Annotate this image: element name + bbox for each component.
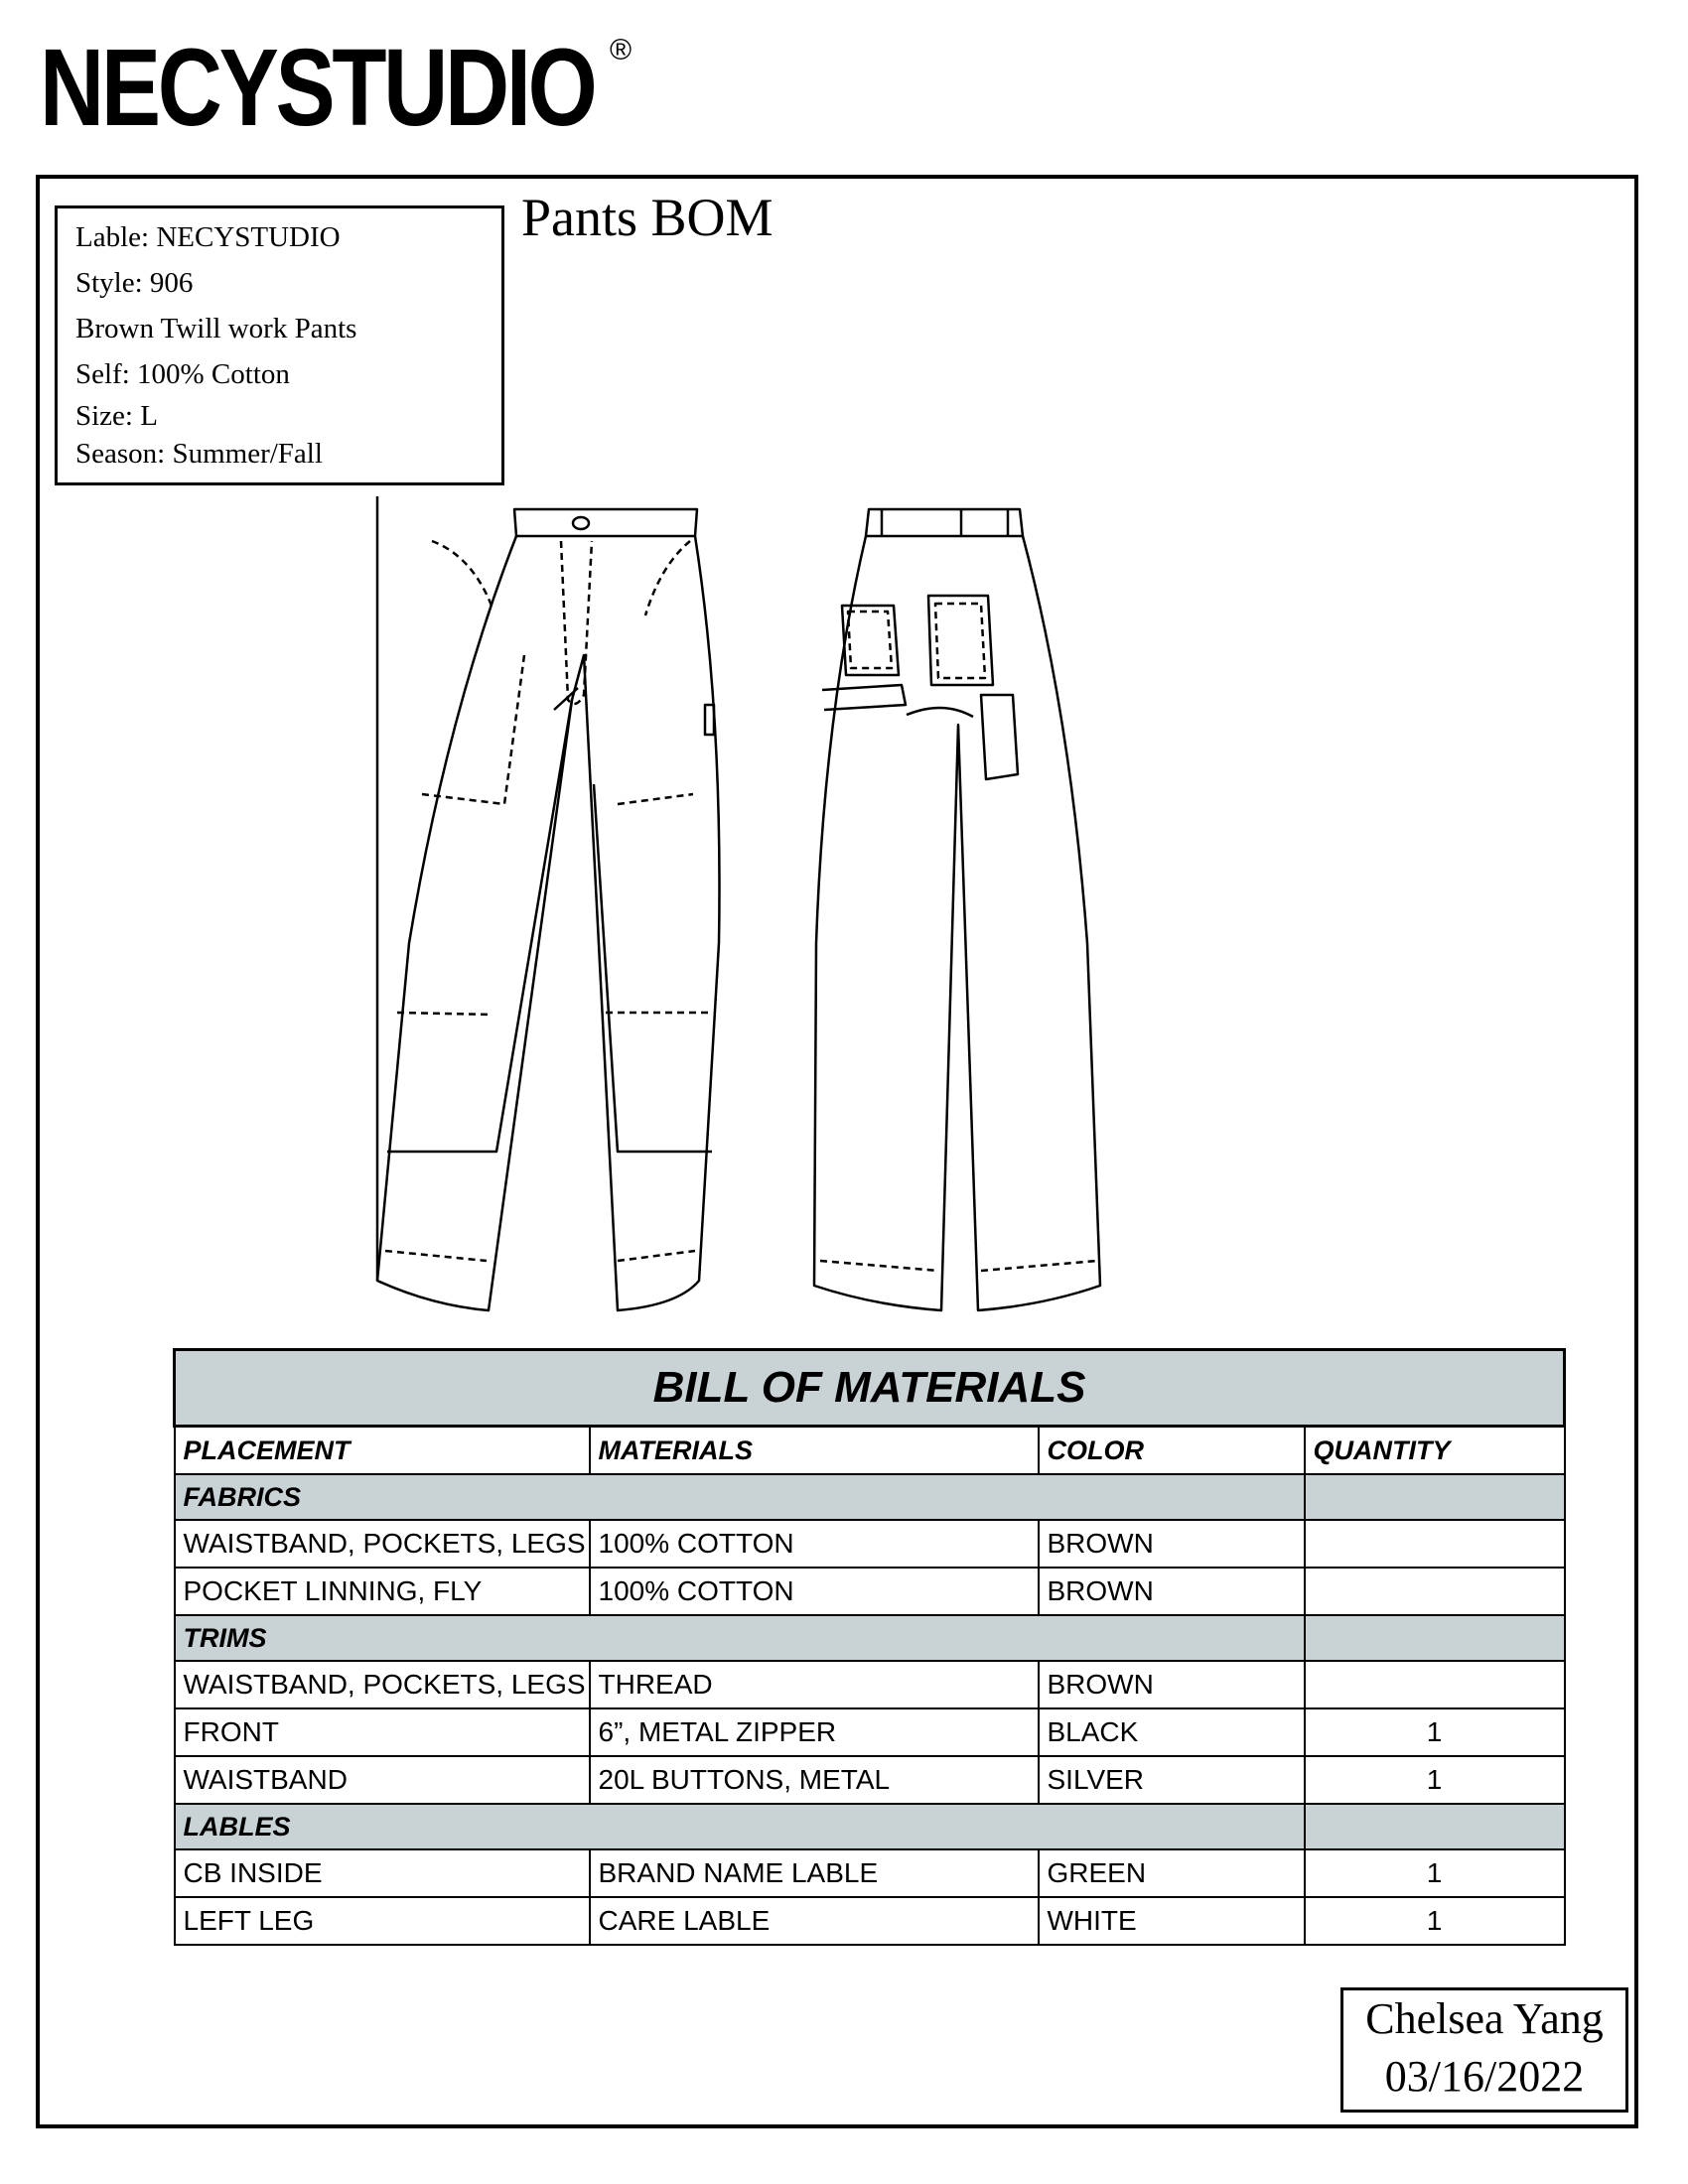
header-color: COLOR: [1039, 1427, 1305, 1475]
placement-cell: POCKET LINNING, FLY: [175, 1568, 590, 1615]
quantity-cell: [1305, 1568, 1565, 1615]
back-view-pants-drawing: [814, 509, 1100, 1310]
header-quantity: QUANTITY: [1305, 1427, 1565, 1475]
color-cell: SILVER: [1039, 1756, 1305, 1804]
table-row: [175, 1756, 1565, 1804]
color-cell: GREEN: [1039, 1849, 1305, 1897]
bom-title-row: [175, 1350, 1565, 1427]
table-row: [175, 1849, 1565, 1897]
table-row: [175, 1708, 1565, 1756]
spec-label: Lable: NECYSTUDIO: [75, 221, 341, 253]
spec-season: Season: Summer/Fall: [75, 438, 323, 470]
spec-info-box: [55, 205, 504, 485]
placement-cell: LEFT LEG: [175, 1897, 590, 1945]
placement-cell: CB INSIDE: [175, 1849, 590, 1897]
section-row-trims: [175, 1615, 1565, 1661]
bom-title: BILL OF MATERIALS: [175, 1350, 1565, 1427]
designer-name: Chelsea Yang: [1365, 1994, 1604, 2043]
spec-size: Size: L: [75, 400, 158, 432]
material-cell: CARE LABLE: [590, 1897, 1039, 1945]
color-cell: BROWN: [1039, 1520, 1305, 1568]
quantity-cell: 1: [1305, 1897, 1565, 1945]
placement-cell: WAISTBAND: [175, 1756, 590, 1804]
spec-self: Self: 100% Cotton: [75, 358, 290, 390]
registered-mark: ®: [610, 34, 633, 67]
material-cell: 100% COTTON: [590, 1568, 1039, 1615]
table-row: [175, 1520, 1565, 1568]
signature-box: [1340, 1987, 1628, 2113]
table-row: [175, 1661, 1565, 1708]
section-label: LABLES: [175, 1804, 1305, 1849]
section-row-fabrics: [175, 1474, 1565, 1520]
quantity-cell: 1: [1305, 1708, 1565, 1756]
material-cell: BRAND NAME LABLE: [590, 1849, 1039, 1897]
section-label: FABRICS: [175, 1474, 1305, 1520]
header-placement: PLACEMENT: [175, 1427, 590, 1475]
bill-of-materials-table: [173, 1348, 1566, 1946]
pants-flat-sketch: [357, 496, 1370, 1330]
color-cell: BLACK: [1039, 1708, 1305, 1756]
table-row: [175, 1568, 1565, 1615]
bom-header-row: [175, 1427, 1565, 1475]
quantity-cell: [1305, 1520, 1565, 1568]
section-quantity-cell: [1305, 1474, 1565, 1520]
spec-style: Style: 906: [75, 267, 194, 299]
table-row: [175, 1897, 1565, 1945]
placement-cell: WAISTBAND, POCKETS, LEGS: [175, 1661, 590, 1708]
section-label: TRIMS: [175, 1615, 1305, 1661]
material-cell: 100% COTTON: [590, 1520, 1039, 1568]
placement-cell: FRONT: [175, 1708, 590, 1756]
placement-cell: WAISTBAND, POCKETS, LEGS: [175, 1520, 590, 1568]
material-cell: 6”, METAL ZIPPER: [590, 1708, 1039, 1756]
color-cell: WHITE: [1039, 1897, 1305, 1945]
page-title: Pants BOM: [521, 188, 774, 247]
quantity-cell: 1: [1305, 1849, 1565, 1897]
header-materials: MATERIALS: [590, 1427, 1039, 1475]
section-quantity-cell: [1305, 1615, 1565, 1661]
signature-date: 03/16/2022: [1384, 2052, 1585, 2101]
color-cell: BROWN: [1039, 1661, 1305, 1708]
quantity-cell: 1: [1305, 1756, 1565, 1804]
color-cell: BROWN: [1039, 1568, 1305, 1615]
spec-description: Brown Twill work Pants: [75, 313, 357, 344]
section-quantity-cell: [1305, 1804, 1565, 1849]
material-cell: 20L BUTTONS, METAL: [590, 1756, 1039, 1804]
brand-logo: NECYSTUDIO: [40, 27, 595, 149]
material-cell: THREAD: [590, 1661, 1039, 1708]
front-view-pants-drawing: [377, 496, 720, 1310]
quantity-cell: [1305, 1661, 1565, 1708]
section-row-lables: [175, 1804, 1565, 1849]
